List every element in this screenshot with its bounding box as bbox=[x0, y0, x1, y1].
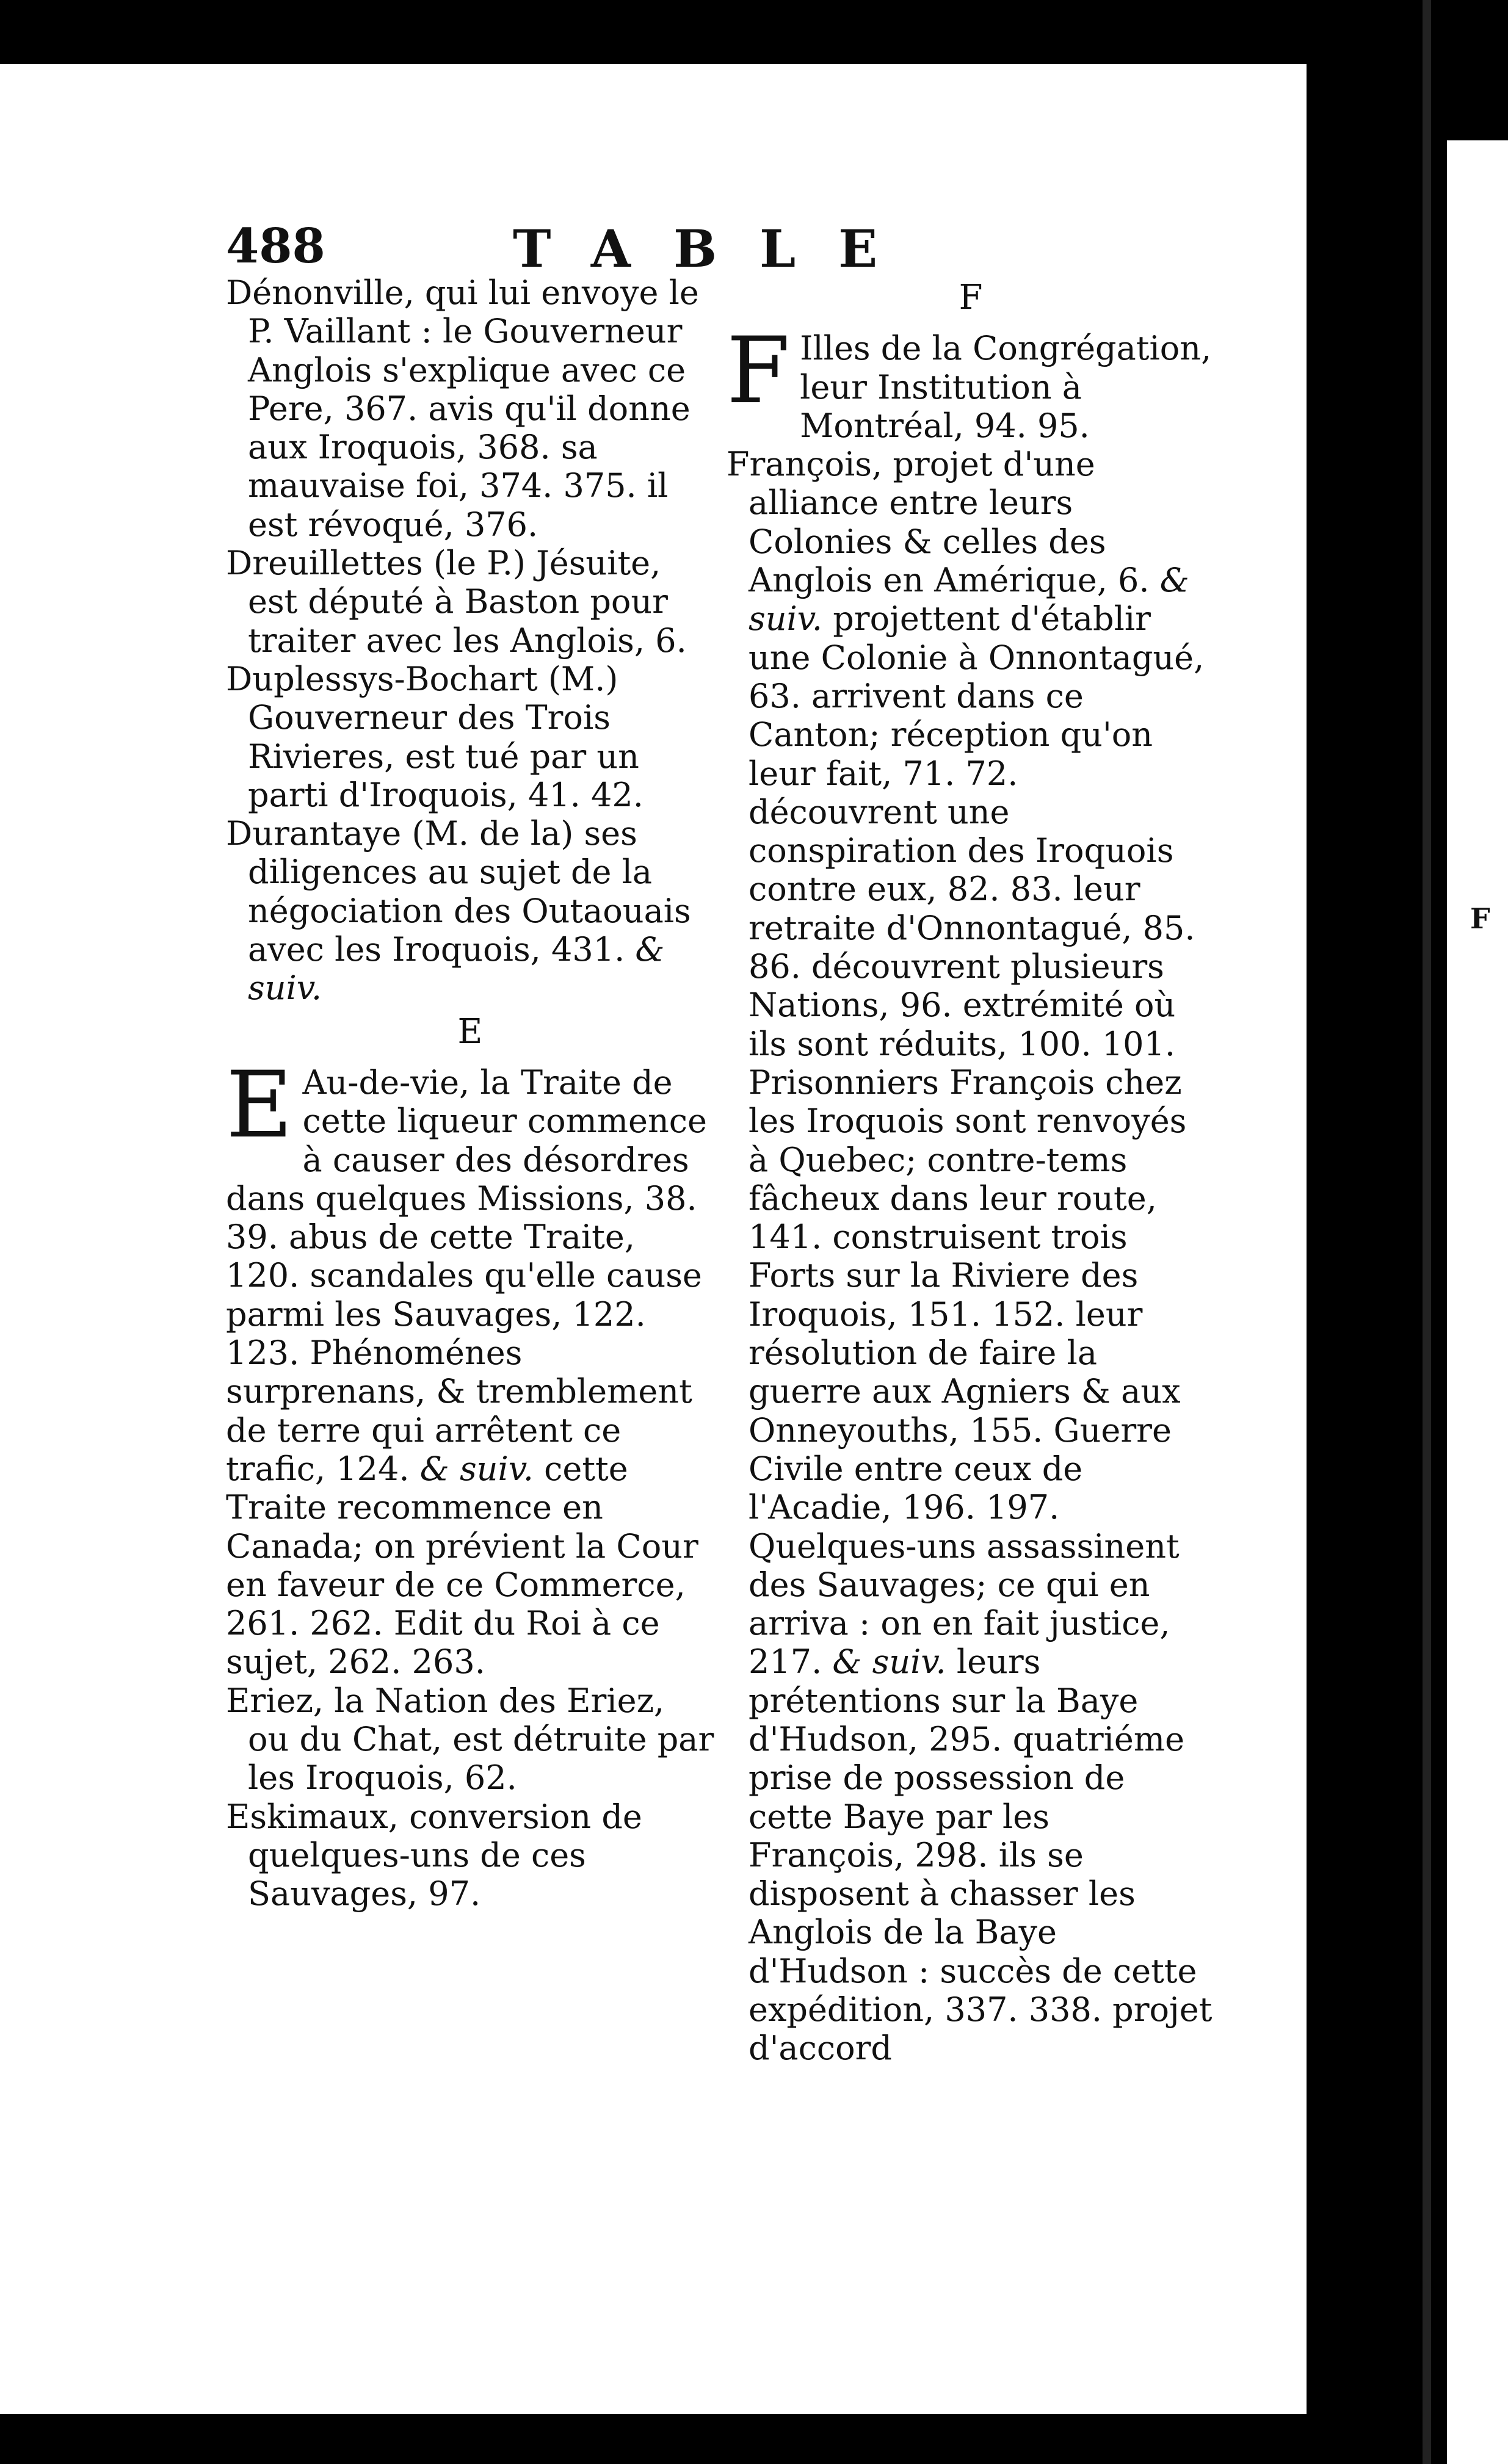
section-letter-e: E bbox=[457, 1011, 483, 1052]
suivantes-abbr: & suiv. bbox=[749, 561, 1189, 638]
entry-text: Durantaye (M. de la) ses diligences au sujet de la négociation des Outaouais avec les Iroquois, 431. bbox=[226, 814, 691, 969]
index-entry-eau-de-vie bbox=[226, 1052, 714, 1682]
entry-text: leurs prétentions sur la Baye d'Hudson, 295. quatriéme prise de possession de cette Baye par les François, 298. ils se disposent à chasser les Anglois de la Baye d'Hudson : succès de cette expédition, 337. 338. projet d'accord bbox=[749, 1642, 1213, 2068]
suivantes-abbr: & suiv. bbox=[832, 1642, 946, 1682]
suivantes-abbr: & suiv. bbox=[248, 930, 665, 1008]
facing-page-edge bbox=[1447, 140, 1508, 2464]
page-gutter bbox=[1423, 0, 1431, 2464]
page-title: TABLE bbox=[513, 219, 921, 279]
index-entry-filles bbox=[727, 318, 1215, 445]
facing-page-letter: F bbox=[1470, 902, 1490, 935]
index-entry-durantaye bbox=[226, 814, 714, 1007]
left-column bbox=[226, 273, 714, 1913]
page-number: 488 bbox=[226, 219, 325, 274]
index-entry-denonville: Dénonville, qui lui envoye le P. Vaillant : le Gouverneur Anglois s'explique avec ce Pere, 367. avis qu'il donne aux Iroquois, 368. sa mauvaise foi, 374. 375. il est révoqué, 376. bbox=[226, 273, 699, 544]
right-column bbox=[727, 273, 1215, 2068]
index-entry-francois bbox=[727, 445, 1215, 2067]
dropcap-e: E bbox=[226, 1052, 293, 1158]
entry-text: François, projet d'une alliance entre leurs Colonies & celles des Anglois en Amérique, 6. bbox=[727, 445, 1150, 600]
entry-text: projettent d'établir une Colonie à Onnontagué, 63. arrivent dans ce Canton; réception qu'on leur fait, 71. 72. découvrent une conspiration des Iroquois contre eux, 82. 83. leur retraite d'Onnontagué, 85. 86. découvrent plusieurs Nations, 96. extrémité où ils sont réduits, 100. 101. Prisonniers François chez les Iroquois sont renvoyés à Quebec; contre-tems fâcheux dans leur route, 141. construisent trois Forts sur la Riviere des Iroquois, 151. 152. leur résolution de faire la guerre aux Agniers & aux Onneyouths, 155. Guerre Civile entre ceux de l'Acadie, 196. 197. Quelques-uns assassinent des Sauvages; ce qui en arriva : on en fait justice, 217. bbox=[749, 599, 1205, 1682]
index-entry-dreuillettes: Dreuillettes (le P.) Jésuite, est député à Baston pour traiter avec les Anglois, 6. bbox=[226, 544, 687, 660]
entry-text: cette Traite recommence en Canada; on prévient la Cour en faveur de ce Commerce, 261. 262. Edit du Roi à ce sujet, 262. 263. bbox=[226, 1449, 698, 1682]
section-letter-f: F bbox=[959, 278, 983, 317]
dropcap-f: F bbox=[727, 318, 791, 425]
index-entry-eskimaux: Eskimaux, conversion de quelques-uns de ces Sauvages, 97. bbox=[226, 1797, 642, 1913]
index-entry-eriez: Eriez, la Nation des Eriez, ou du Chat, est détruite par les Iroquois, 62. bbox=[226, 1681, 714, 1797]
entry-text: Illes de la Congrégation, leur Institution à Montréal, 94. 95. bbox=[800, 329, 1212, 445]
entry-text: Au-de-vie, la Traite de cette liqueur commence à causer des désordres dans quelques Missions, 38. 39. abus de cette Traite, 120. scandales qu'elle cause parmi les Sauvages, 122. 123. Phénoménes surprenans, & tremblement de terre qui arrêtent ce trafic, 124. bbox=[226, 1063, 707, 1488]
index-entry-duplessys: Duplessys-Bochart (M.) Gouverneur des Trois Rivieres, est tué par un parti d'Iroquois, 41. 42. bbox=[226, 659, 643, 814]
suivantes-abbr: & suiv. bbox=[419, 1449, 534, 1488]
